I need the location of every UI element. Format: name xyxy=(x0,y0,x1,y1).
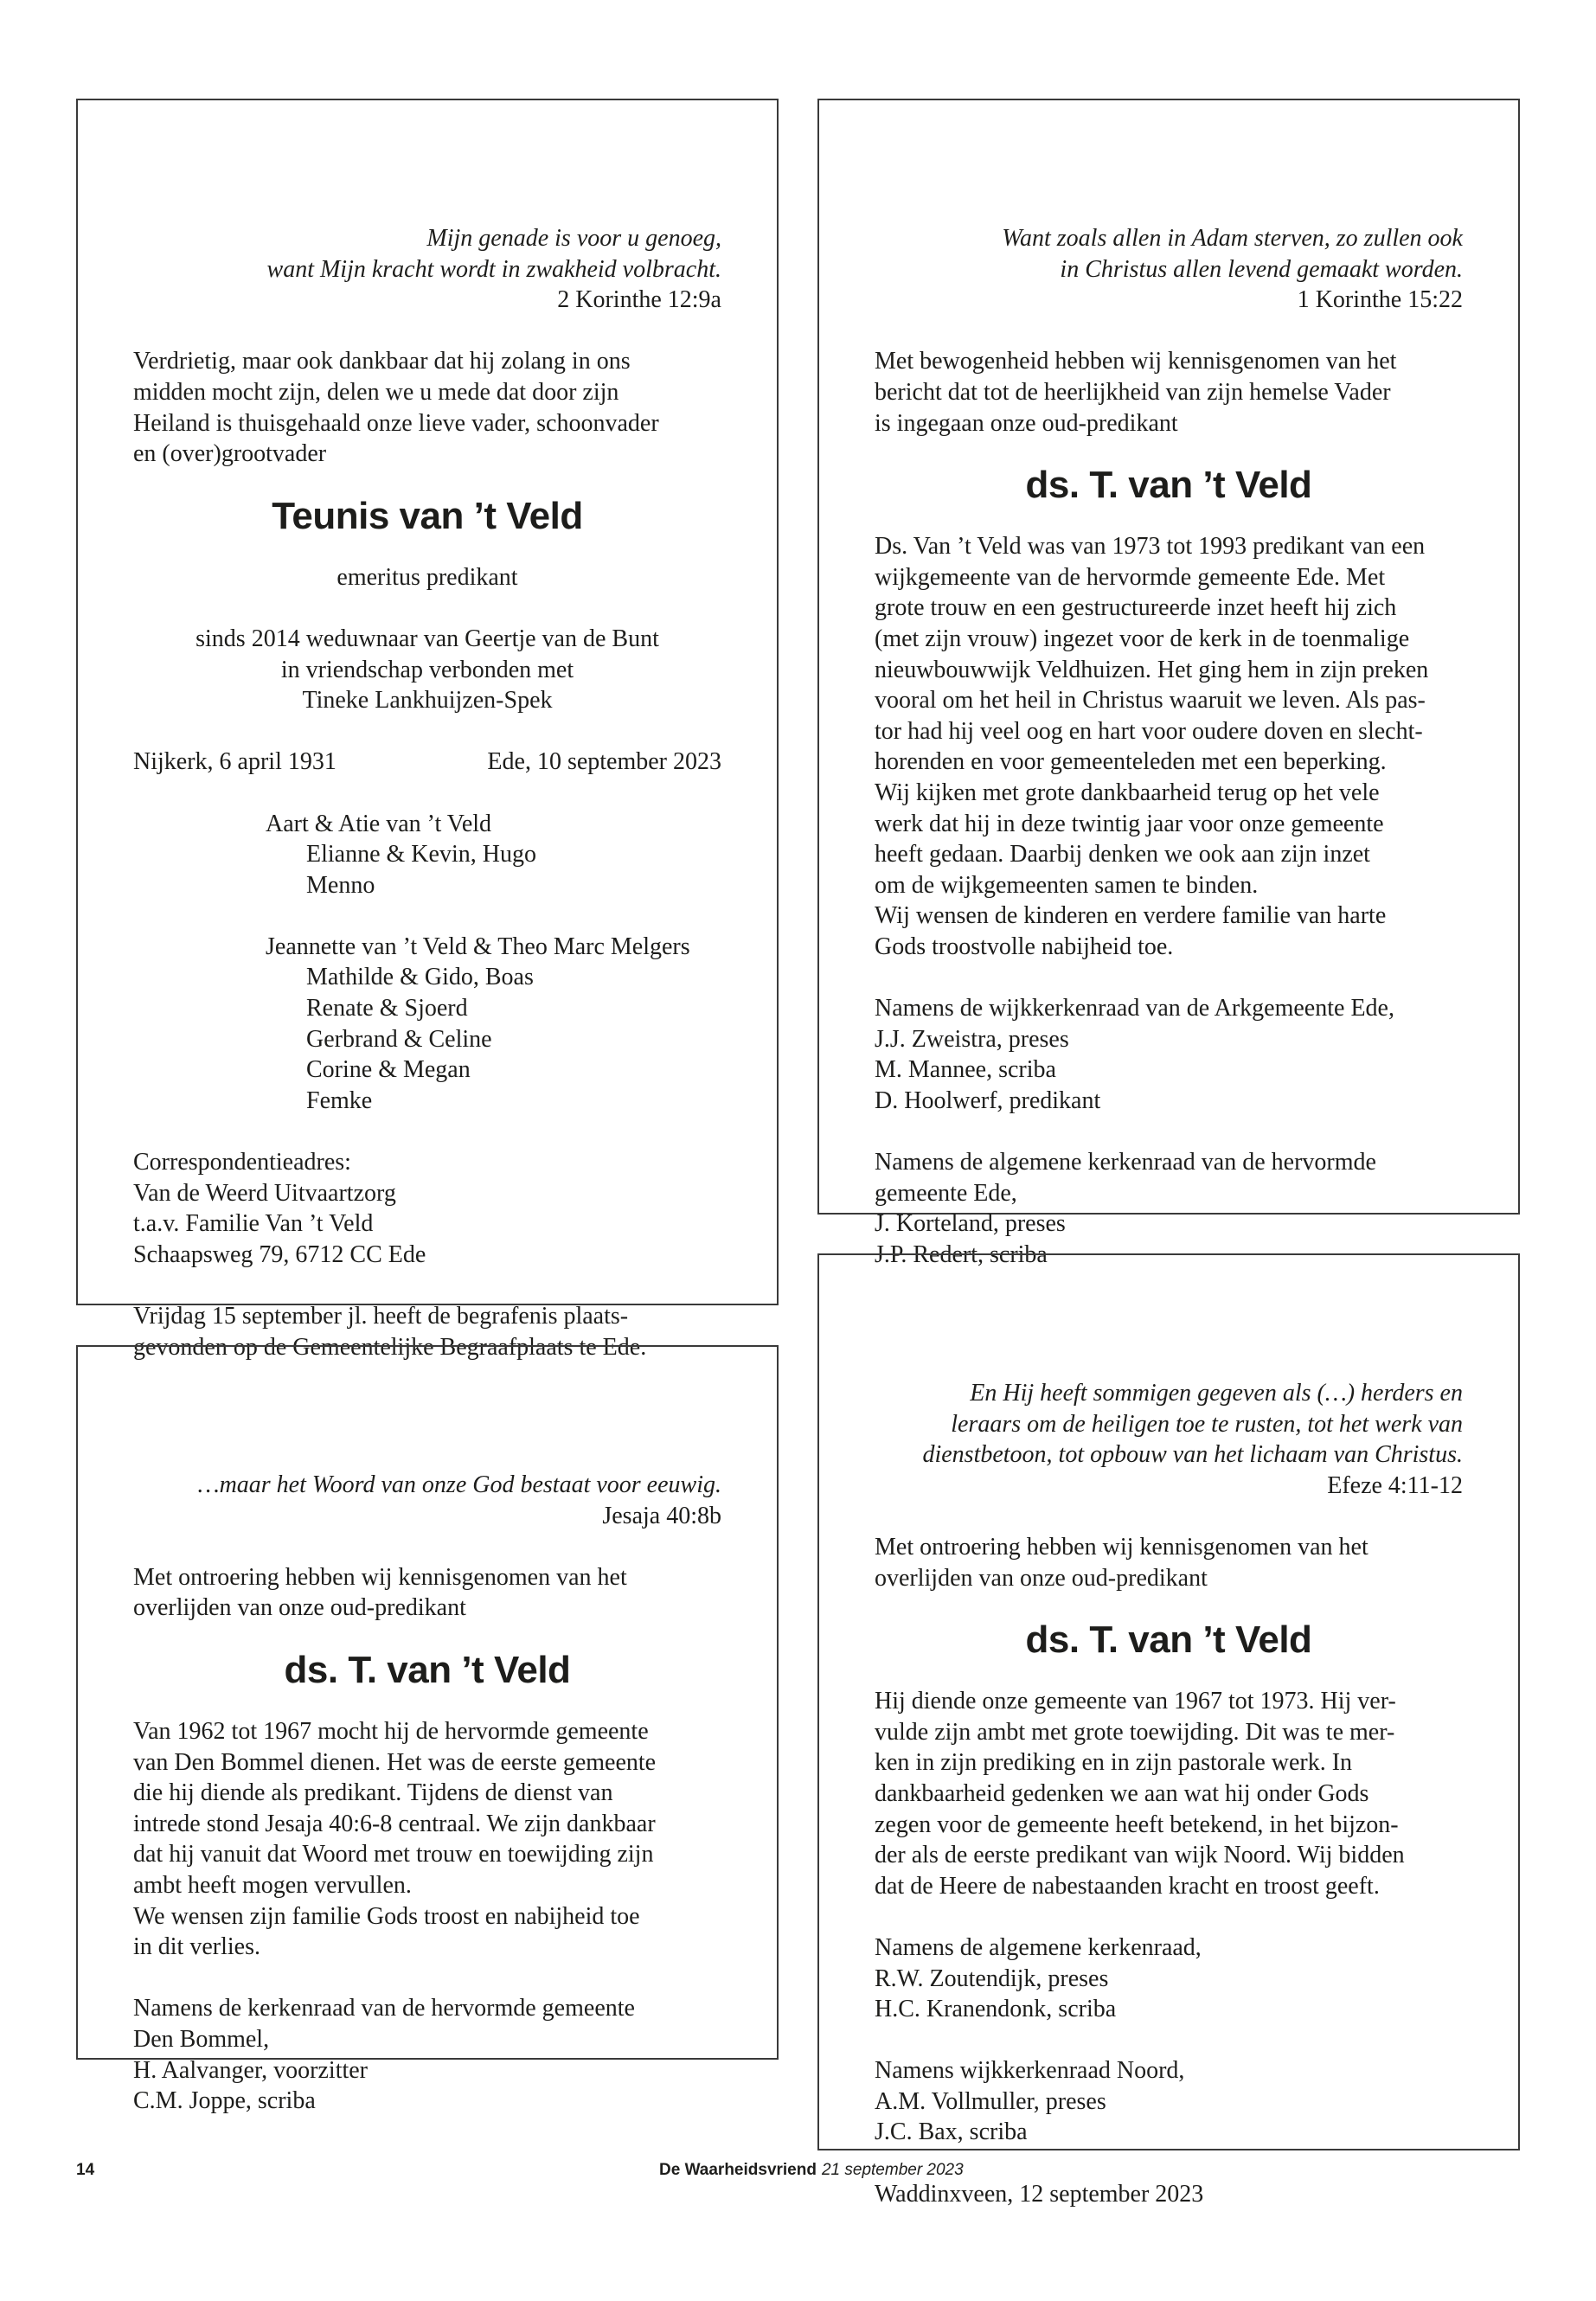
text-line: J.C. Bax, scriba xyxy=(875,2118,1028,2146)
text-line: Namens de algemene kerkenraad van de hervormde xyxy=(875,1149,1376,1176)
text-line: dankbaarheid gedenken we aan wat hij onder Gods xyxy=(875,1779,1369,1807)
spacer xyxy=(133,593,721,624)
text-line: D. Hoolwerf, predikant xyxy=(875,1086,1101,1114)
text-line: Namens de algemene kerkenraad, xyxy=(875,1933,1202,1961)
text-line: t.a.v. Familie Van ’t Veld xyxy=(133,1210,374,1238)
text-line: ken in zijn prediking en in zijn pastorale werk. In xyxy=(875,1749,1353,1777)
family-member-line: Jeannette van ’t Veld & Theo Marc Melgers xyxy=(266,933,690,960)
spacer xyxy=(875,1901,1463,1932)
notice-box-ede xyxy=(817,99,1520,1268)
text-line: in dit verlies. xyxy=(133,1933,260,1961)
text-line: Wij wensen de kinderen en verdere familie van harte xyxy=(875,902,1387,930)
text-line: H.C. Kranendonk, scriba xyxy=(875,1996,1117,2023)
text-line: is ingegaan onze oud-predikant xyxy=(875,409,1178,437)
text-line: Hij diende onze gemeente van 1967 tot 1973. Hij ver- xyxy=(875,1688,1396,1715)
text-line: nieuwbouwwijk Veldhuizen. Het ging hem in zijn preken xyxy=(875,656,1429,683)
bible-quote-line: leraars om de heiligen toe te rusten, tot het werk van xyxy=(951,1410,1463,1438)
text-line: J. Korteland, preses xyxy=(875,1210,1066,1238)
spacer xyxy=(875,962,1463,993)
text-line: gemeente Ede, xyxy=(875,1179,1017,1207)
bible-quote-line: Want zoals allen in Adam sterven, zo zullen ook xyxy=(1002,225,1463,252)
text-line: Met bewogenheid hebben wij kennisgenomen van het xyxy=(875,348,1397,375)
text-line: horenden en voor gemeenteleden met een beperking. xyxy=(875,748,1387,776)
spacer xyxy=(133,1963,721,1994)
text-line: J.J. Zweistra, preses xyxy=(875,1025,1069,1053)
publication-name: De Waarheidsvriend xyxy=(659,2161,817,2179)
text-line: die hij diende als predikant. Tijdens de dienst van xyxy=(133,1779,613,1807)
text-line: midden mocht zijn, delen we u mede dat door zijn xyxy=(133,378,619,406)
text-line: Gods troostvolle nabijheid toe. xyxy=(875,933,1174,960)
text-line: der als de eerste predikant van wijk Noord. Wij bidden xyxy=(875,1842,1405,1869)
spacer xyxy=(875,1501,1463,1532)
text-line: grote trouw en een gestructureerde inzet heeft hij zich xyxy=(875,594,1397,622)
text-line: We wensen zijn familie Gods troost en nabijheid toe xyxy=(133,1902,640,1930)
text-line: werk dat hij in deze twintig jaar voor onze gemeente xyxy=(875,810,1384,837)
text-line: Ds. Van ’t Veld was van 1973 tot 1993 predikant van een xyxy=(875,533,1426,561)
bible-quote-line: …maar het Woord van onze God bestaat voor eeuwig. xyxy=(197,1471,721,1498)
text-line: vooral om het heil in Christus waaruit we leven. Als pas- xyxy=(875,687,1426,715)
death-place-date: Ede, 10 september 2023 xyxy=(487,748,721,776)
text-line: dat hij vanuit dat Woord met trouw en toewijding zijn xyxy=(133,1841,654,1868)
grandchild-line: Menno xyxy=(306,871,375,899)
text-line: Van 1962 tot 1967 mocht hij de hervormde gemeente xyxy=(133,1717,649,1745)
spacer xyxy=(875,2025,1463,2056)
deceased-name-heading: ds. T. van ’t Veld xyxy=(1025,464,1312,507)
text-line: Waddinxveen, 12 september 2023 xyxy=(875,2180,1204,2208)
text-line: ambt heeft mogen vervullen. xyxy=(133,1871,412,1899)
text-line: heeft gedaan. Daarbij denken we ook aan zijn inzet xyxy=(875,841,1370,868)
text-line: Heiland is thuisgehaald onze lieve vader, schoonvader xyxy=(133,409,659,437)
text-line: Namens de wijkkerkenraad van de Arkgemeente Ede, xyxy=(875,995,1394,1022)
text-line: Vrijdag 15 september jl. heeft de begrafenis plaats- xyxy=(133,1303,629,1330)
text-line: H. Aalvanger, voorzitter xyxy=(133,2056,369,2084)
bible-quote-line: in Christus allen levend gemaakt worden. xyxy=(1060,255,1463,283)
bible-quote-line: dienstbetoon, tot opbouw van het lichaam van Christus. xyxy=(922,1441,1463,1469)
spacer xyxy=(133,778,721,809)
text-line: zegen voor de gemeente heeft betekend, in het bijzon- xyxy=(875,1811,1399,1838)
birth-death-dates xyxy=(133,747,721,778)
text-line: dat de Heere de nabestaanden kracht en troost geeft. xyxy=(875,1872,1380,1900)
grandchild-line: Gerbrand & Celine xyxy=(306,1025,492,1053)
grandchild-line: Femke xyxy=(306,1086,373,1114)
spacer xyxy=(133,1116,721,1147)
centered-line: in vriendschap verbonden met xyxy=(280,656,574,683)
text-line: Van de Weerd Uitvaartzorg xyxy=(133,1179,396,1207)
text-line: A.M. Vollmuller, preses xyxy=(875,2087,1106,2115)
text-line: Den Bommel, xyxy=(133,2025,270,2053)
text-line: om de wijkgemeenten samen te binden. xyxy=(875,871,1259,899)
spacer xyxy=(133,901,721,932)
deceased-name-heading: ds. T. van ’t Veld xyxy=(1025,1618,1312,1662)
footer-publication xyxy=(659,2161,964,2180)
bible-reference: 1 Korinthe 15:22 xyxy=(1297,286,1463,314)
deceased-name-heading: ds. T. van ’t Veld xyxy=(284,1648,571,1691)
page-number: 14 xyxy=(76,2161,95,2179)
text-line: Verdrietig, maar ook dankbaar dat hij zolang in ons xyxy=(133,348,631,375)
spacer xyxy=(133,716,721,747)
bible-reference: Jesaja 40:8b xyxy=(602,1502,721,1529)
centered-line: Tineke Lankhuijzen-Spek xyxy=(302,687,553,715)
text-line: Namens de kerkenraad van de hervormde gemeente xyxy=(133,1995,635,2022)
text-line: vulde zijn ambt met grote toewijding. Dit was te mer- xyxy=(875,1718,1395,1746)
text-line: M. Mannee, scriba xyxy=(875,1056,1056,1084)
text-line: wijkgemeente van de hervormde gemeente Ede. Met xyxy=(875,563,1386,591)
grandchild-line: Corine & Megan xyxy=(306,1056,471,1084)
text-line: Correspondentieadres: xyxy=(133,1149,351,1176)
text-line: gevonden op de Gemeentelijke Begraafplaats te Ede. xyxy=(133,1333,647,1361)
grandchild-line: Mathilde & Gido, Boas xyxy=(306,964,534,991)
text-line: R.W. Zoutendijk, preses xyxy=(875,1965,1109,1992)
notice-box-den-bommel xyxy=(76,1345,779,2115)
text-line: J.P. Redert, scriba xyxy=(875,1240,1048,1268)
text-line: (met zijn vrouw) ingezet voor de kerk in de toenmalige xyxy=(875,625,1410,652)
centered-line: sinds 2014 weduwnaar van Geertje van de Bunt xyxy=(195,625,659,652)
spacer xyxy=(133,1270,721,1301)
text-line: Wij kijken met grote dankbaarheid terug op het vele xyxy=(875,779,1380,806)
bible-quote-line: want Mijn kracht wordt in zwakheid volbracht. xyxy=(266,255,721,283)
text-line: tor had hij veel oog en hart voor oudere doven en slecht- xyxy=(875,717,1423,745)
text-line: bericht dat tot de heerlijkheid van zijn hemelse Vader xyxy=(875,378,1391,406)
bible-reference: 2 Korinthe 12:9a xyxy=(557,286,721,314)
text-line: Met ontroering hebben wij kennisgenomen van het xyxy=(133,1563,627,1591)
text-line: intrede stond Jesaja 40:6-8 centraal. We zijn dankbaar xyxy=(133,1810,656,1837)
grandchild-line: Elianne & Kevin, Hugo xyxy=(306,841,536,868)
text-line: C.M. Joppe, scriba xyxy=(133,2087,316,2115)
centered-line: emeritus predikant xyxy=(337,563,518,591)
bible-quote-line: En Hij heeft sommigen gegeven als (…) herders en xyxy=(970,1380,1463,1407)
family-member-line: Aart & Atie van ’t Veld xyxy=(266,810,492,837)
text-line: van Den Bommel dienen. Het was de eerste gemeente xyxy=(133,1748,657,1776)
birth-place-date: Nijkerk, 6 april 1931 xyxy=(133,748,337,776)
text-line: Namens wijkkerkenraad Noord, xyxy=(875,2057,1185,2085)
publication-date: 21 september 2023 xyxy=(821,2161,964,2179)
text-line: en (over)grootvader xyxy=(133,440,327,468)
text-line: Met ontroering hebben wij kennisgenomen van het xyxy=(875,1533,1368,1561)
spacer xyxy=(875,316,1463,347)
spacer xyxy=(133,1531,721,1562)
spacer xyxy=(875,1116,1463,1147)
notice-box-family xyxy=(76,99,779,1361)
text-line: overlijden van onze oud-predikant xyxy=(133,1594,466,1622)
text-line: Schaapsweg 79, 6712 CC Ede xyxy=(133,1240,426,1268)
text-line: overlijden van onze oud-predikant xyxy=(875,1564,1208,1592)
bible-reference: Efeze 4:11-12 xyxy=(1327,1471,1463,1499)
bible-quote-line: Mijn genade is voor u genoeg, xyxy=(426,225,721,252)
spacer xyxy=(133,316,721,347)
grandchild-line: Renate & Sjoerd xyxy=(306,995,468,1022)
deceased-name-heading: Teunis van ’t Veld xyxy=(272,494,583,537)
